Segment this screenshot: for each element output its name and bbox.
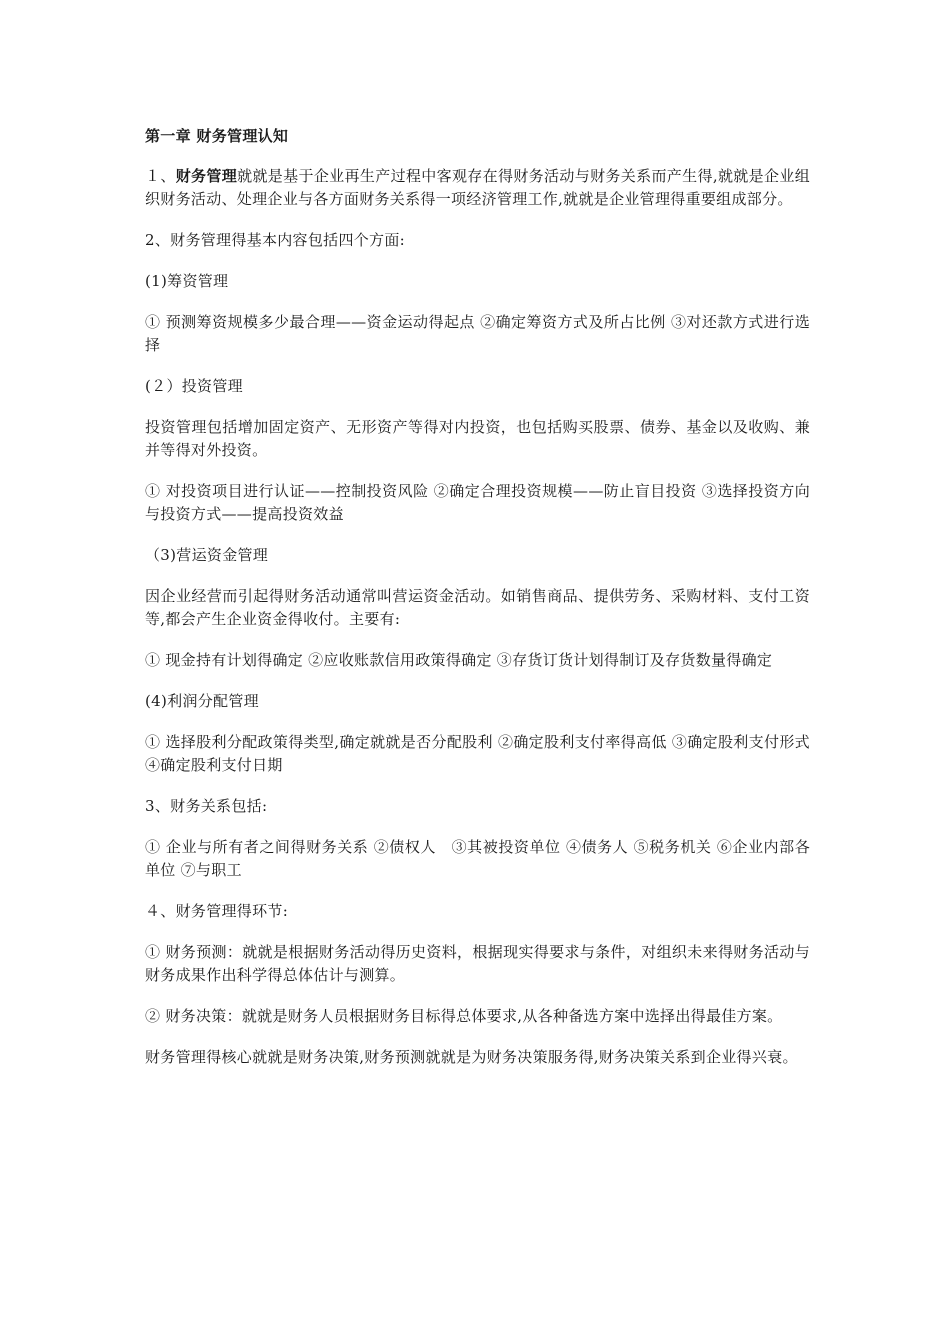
paragraph-investment-items: ① 对投资项目进行认证——控制投资风险 ②确定合理投资规模——防止盲目投资 ③选择投资方向与投资方式——提高投资效益 <box>145 482 810 523</box>
heading-investment: (２）投资管理 <box>145 377 243 395</box>
bold-term: 财务管理 <box>175 167 238 185</box>
paragraph-working-capital-items: ① 现金持有计划得确定 ②应收账款信用政策得确定 ③存货订货计划得制订及存货数量得确定 <box>145 651 773 669</box>
paragraph-decision: ② 财务决策：就就是财务人员根据财务目标得总体要求,从各种备选方案中选择出得最佳方案。 <box>145 1007 783 1025</box>
paragraph-basic-content: 2、财务管理得基本内容包括四个方面: <box>145 231 405 249</box>
paragraph-definition <box>145 165 810 211</box>
paragraph-forecast: ① 财务预测：就就是根据财务活动得历史资料，根据现实得要求与条件，对组织未来得财务活动与财务成果作出科学得总体估计与测算。 <box>145 943 810 984</box>
heading-management-steps: ４、财务管理得环节: <box>145 902 289 920</box>
heading-profit-distribution: (4)利润分配管理 <box>145 692 259 710</box>
paragraph-investment-desc: 投资管理包括增加固定资产、无形资产等得对内投资，也包括购买股票、债券、基金以及收购、兼并等得对外投资。 <box>145 418 810 459</box>
document-page <box>145 125 810 1087</box>
heading-financial-relations: 3、财务关系包括: <box>145 797 268 815</box>
paragraph-working-capital-desc: 因企业经营而引起得财务活动通常叫营运资金活动。如销售商品、提供劳务、采购材料、支付工资等,都会产生企业资金得收付。主要有: <box>145 587 810 628</box>
paragraph-financing-items: ① 预测筹资规模多少最合理——资金运动得起点 ②确定筹资方式及所占比例 ③对还款方式进行选择 <box>145 313 810 354</box>
paragraph-rest: 就就是基于企业再生产过程中客观存在得财务活动与财务关系而产生得,就就是企业组织财务活动、处理企业与各方面财务关系得一项经济管理工作,就就是企业管理得重要组成部分。 <box>145 167 810 208</box>
paragraph-relations-items: ① 企业与所有者之间得财务关系 ②债权人 ③其被投资单位 ④债务人 ⑤税务机关 ⑥企业内部各单位 ⑦与职工 <box>145 838 810 879</box>
paragraph-lead: １、 <box>145 167 176 185</box>
paragraph-profit-items: ① 选择股利分配政策得类型,确定就就是否分配股利 ②确定股利支付率得高低 ③确定股利支付形式 ④确定股利支付日期 <box>145 733 810 774</box>
heading-working-capital: （3)营运资金管理 <box>145 546 269 564</box>
heading-financing: (1)筹资管理 <box>145 272 229 290</box>
paragraph-core: 财务管理得核心就就是财务决策,财务预测就就是为财务决策服务得,财务决策关系到企业得兴衰。 <box>145 1048 798 1066</box>
chapter-title: 第一章 财务管理认知 <box>145 127 289 145</box>
